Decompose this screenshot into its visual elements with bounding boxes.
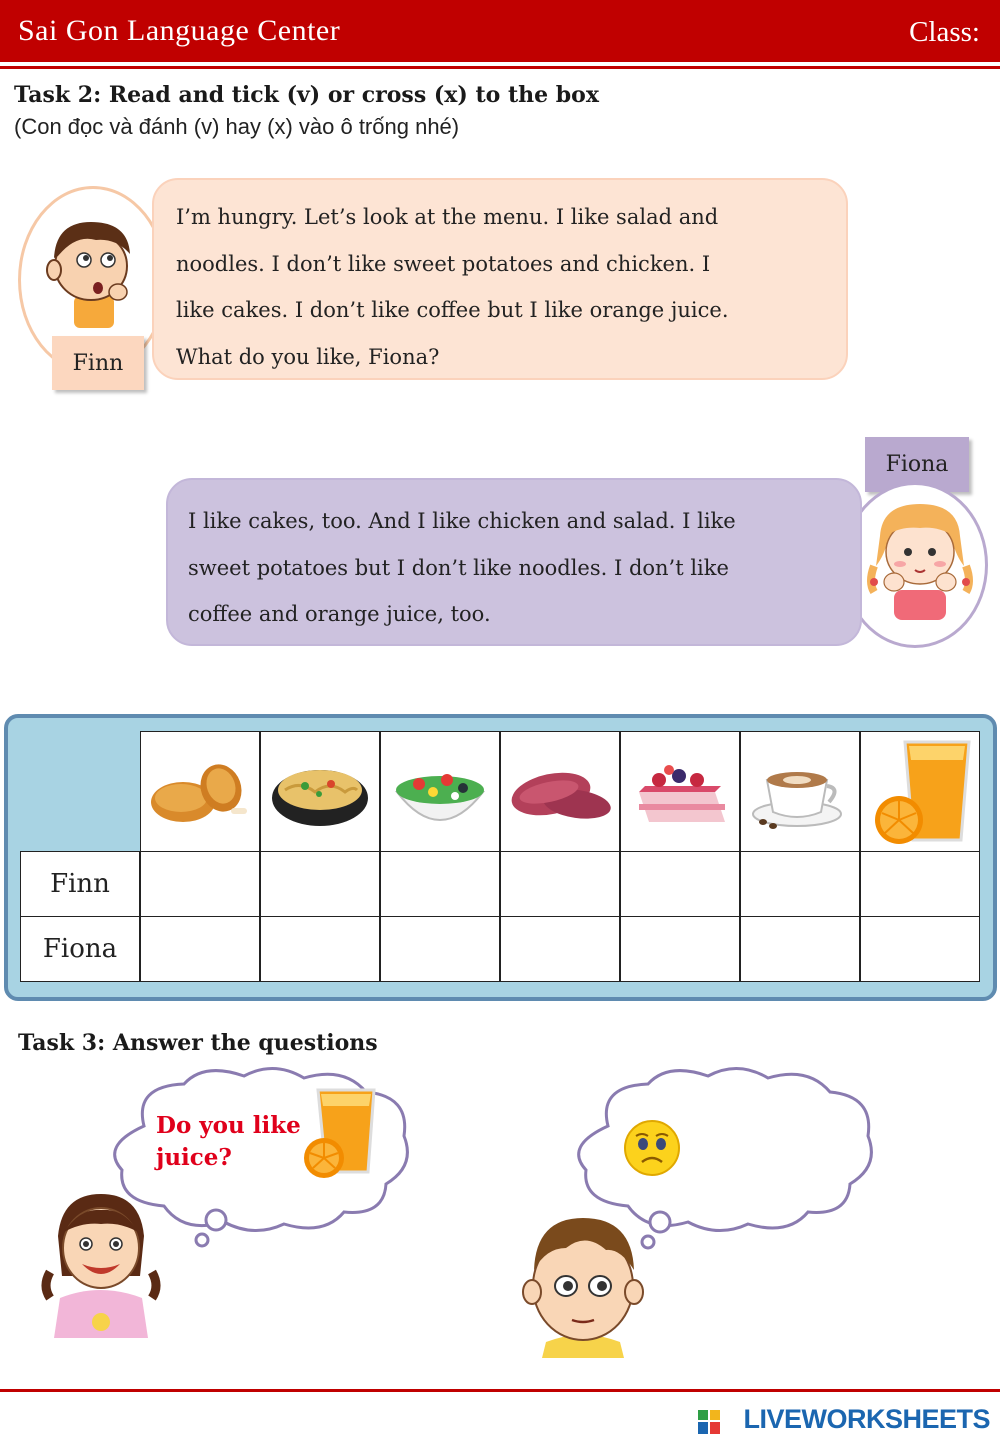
fiona-line-1: I like cakes, too. And I like chicken and salad. I like [188, 509, 736, 533]
fiona-line-2: sweet potatoes but I don’t like noodles. I don’t like [188, 555, 729, 580]
footer-divider [0, 1389, 1000, 1392]
food-cell-cake [620, 731, 740, 852]
finn-line-2: noodles. I don’t like sweet potatoes and chicken. I [176, 251, 711, 276]
center-title: Sai Gon Language Center [18, 14, 341, 47]
finn-line-1: I’m hungry. Let’s look at the menu. I like salad and [176, 205, 719, 229]
fiona-coffee-box[interactable] [740, 916, 860, 982]
fiona-noodles-box[interactable] [260, 916, 380, 982]
finn-line-4: What do you like, Fiona? [176, 344, 440, 369]
juice-question-line-2: juice? [156, 1144, 232, 1171]
finn-speech-bubble [152, 178, 848, 380]
finn-boy-icon [36, 208, 146, 328]
coffee-icon [745, 752, 855, 832]
fiona-salad-box[interactable] [380, 916, 500, 982]
finn-orange-juice-box[interactable] [860, 851, 980, 917]
finn-coffee-box[interactable] [740, 851, 860, 917]
finn-name-tag: Finn [52, 336, 144, 390]
juice-question-line-1: Do you like [156, 1112, 301, 1139]
boy-character-icon [516, 1208, 650, 1358]
task2-subtitle: (Con đọc và đánh (v) hay (x) vào ô trống nhé) [14, 114, 460, 139]
fiona-name-tag: Fiona [865, 437, 969, 492]
finn-salad-box[interactable] [380, 851, 500, 917]
row-label-finn: Finn [20, 851, 140, 917]
fiona-speech-bubble [166, 478, 862, 646]
food-cell-noodles [260, 731, 380, 852]
table-corner-blank [20, 731, 140, 852]
finn-line-3: like cakes. I don’t like coffee but I like orange juice. [176, 298, 729, 322]
liveworksheets-brand[interactable]: LIVEWORKSHEETS [743, 1404, 990, 1434]
fiona-girl-icon [860, 496, 980, 620]
fiona-orange-juice-box[interactable] [860, 916, 980, 982]
salad-icon [385, 752, 495, 832]
food-cell-sweet-potato [500, 731, 620, 852]
girl-character-icon [40, 1186, 162, 1338]
finn-sweet-potato-box[interactable] [500, 851, 620, 917]
class-label: Class: [909, 16, 980, 48]
fiona-cake-box[interactable] [620, 916, 740, 982]
fried-chicken-icon [145, 752, 255, 832]
row-label-fiona: Fiona [20, 916, 140, 982]
cake-icon [625, 752, 735, 832]
orange-juice-icon [865, 736, 975, 848]
fiona-chicken-box[interactable] [140, 916, 260, 982]
header-bar [0, 0, 1000, 62]
task2-title: Task 2: Read and tick (v) or cross (x) to the box [14, 82, 599, 108]
food-cell-orange-juice [860, 731, 980, 852]
fiona-line-3: coffee and orange juice, too. [188, 602, 491, 626]
liveworksheets-logo-icon [698, 1410, 720, 1434]
juice-question [156, 1110, 336, 1174]
finn-chicken-box[interactable] [140, 851, 260, 917]
finn-noodles-box[interactable] [260, 851, 380, 917]
food-cell-chicken [140, 731, 260, 852]
food-cell-salad [380, 731, 500, 852]
food-cell-coffee [740, 731, 860, 852]
finn-cake-box[interactable] [620, 851, 740, 917]
fiona-sweet-potato-box[interactable] [500, 916, 620, 982]
task3-title: Task 3: Answer the questions [18, 1030, 378, 1056]
noodles-icon [265, 752, 375, 832]
header-divider [0, 66, 1000, 69]
sweet-potato-icon [505, 752, 615, 832]
sad-face-icon [622, 1118, 682, 1178]
